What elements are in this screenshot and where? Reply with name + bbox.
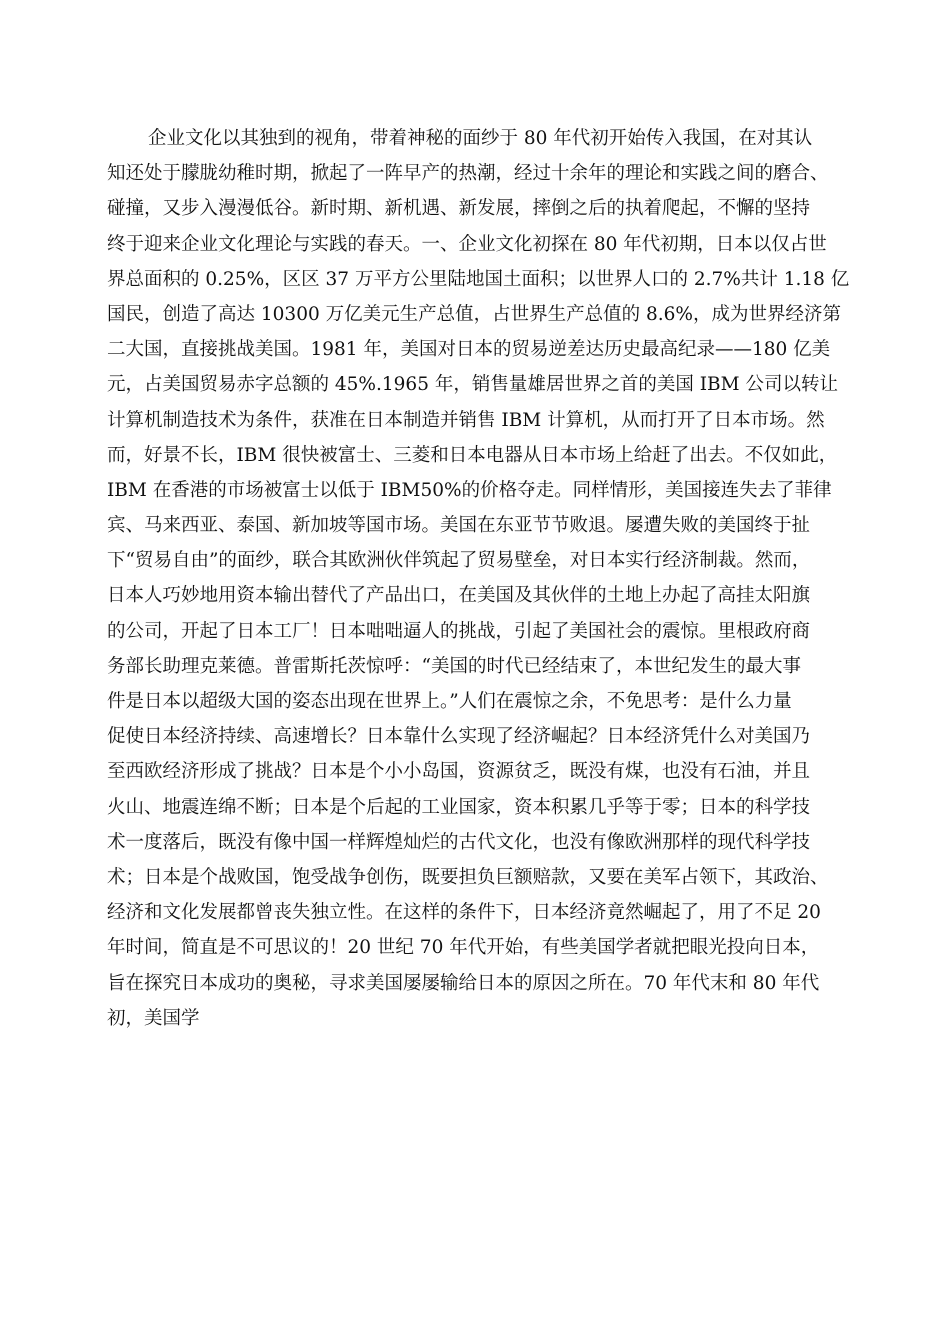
text-line: 经济和文化发展都曾丧失独立性。在这样的条件下，日本经济竟然崛起了，用了不足 20 bbox=[107, 902, 821, 924]
text-line: 而，好景不长，IBM 很快被富士、三菱和日本电器从日本市场上给赶了出去。不仅如此， bbox=[107, 444, 838, 466]
text-line: 促使日本经济持续、高速增长？日本靠什么实现了经济崛起？日本经济凭什么对美国乃 bbox=[107, 726, 811, 748]
text-line: 企业文化以其独到的视角，带着神秘的面纱于 80 年代初开始传入我国，在对其认 bbox=[148, 128, 813, 149]
text-line: 年时间，简直是不可思议的！20 世纪 70 年代开始，有些美国学者就把眼光投向日本， bbox=[107, 937, 820, 959]
text-line: 旨在探究日本成功的奥秘，寻求美国屡屡输给日本的原因之所在。70 年代末和 80 年代 bbox=[107, 972, 820, 994]
text-line: 二大国，直接挑战美国。1981 年，美国对日本的贸易逆差达历史最高纪录——180 亿美 bbox=[107, 339, 831, 361]
text-line: 终于迎来企业文化理论与实践的春天。一、企业文化初探在 80 年代初期，日本以仅占世 bbox=[107, 233, 827, 255]
text-line: 术；日本是个战败国，饱受战争创伤，既要担负巨额赔款，又要在美军占领下，其政治、 bbox=[107, 866, 829, 888]
text-line: 元，占美国贸易赤字总额的 45%.1965 年，销售量雄居世界之首的美国 IBM 公司以转让 bbox=[107, 374, 838, 396]
text-line: 日本人巧妙地用资本输出替代了产品出口，在美国及其伙伴的土地上办起了高挂太阳旗 bbox=[107, 585, 811, 607]
body-paragraph bbox=[107, 121, 852, 1036]
text-line: 计算机制造技术为条件，获准在日本制造并销售 IBM 计算机，从而打开了日本市场。然 bbox=[107, 409, 825, 431]
text-line: IBM 在香港的市场被富士以低于 IBM50%的价格夺走。同样情形，美国接连失去了菲律 bbox=[107, 479, 832, 501]
text-line: 宾、马来西亚、泰国、新加坡等国市场。美国在东亚节节败退。屡遭失败的美国终于扯 bbox=[107, 515, 811, 537]
text-line: 至西欧经济形成了挑战？日本是个小小岛国，资源贫乏，既没有煤，也没有石油，并且 bbox=[107, 761, 811, 783]
text-line: 的公司，开起了日本工厂！日本咄咄逼人的挑战，引起了美国社会的震惊。里根政府商 bbox=[107, 620, 811, 642]
text-line: 界总面积的 0.25%，区区 37 万平方公里陆地国土面积；以世界人口的 2.7%共计 1.18 亿 bbox=[107, 268, 850, 290]
text-line: 务部长助理克莱德。普雷斯托茨惊呼：“美国的时代已经结束了，本世纪发生的最大事 bbox=[107, 655, 801, 677]
text-line: 件是日本以超级大国的姿态出现在世界上。”人们在震惊之余，不免思考：是什么力量 bbox=[107, 691, 792, 712]
text-line: 国民，创造了高达 10300 万亿美元生产总值，占世界生产总值的 8.6%，成为世界经济第 bbox=[107, 303, 841, 325]
text-line: 碰撞，又步入漫漫低谷。新时期、新机遇、新发展，摔倒之后的执着爬起，不懈的坚持 bbox=[107, 198, 811, 220]
text-line: 下“贸易自由”的面纱，联合其欧洲伙伴筑起了贸易壁垒，对日本实行经济制裁。然而， bbox=[107, 550, 811, 572]
text-line: 知还处于朦胧幼稚时期，掀起了一阵早产的热潮，经过十余年的理论和实践之间的磨合、 bbox=[107, 163, 829, 185]
text-line: 火山、地震连绵不断；日本是个后起的工业国家，资本积累几乎等于零；日本的科学技 bbox=[107, 796, 811, 818]
text-line: 术一度落后，既没有像中国一样辉煌灿烂的古代文化，也没有像欧洲那样的现代科学技 bbox=[107, 831, 811, 853]
text-line: 初，美国学 bbox=[107, 1007, 200, 1029]
